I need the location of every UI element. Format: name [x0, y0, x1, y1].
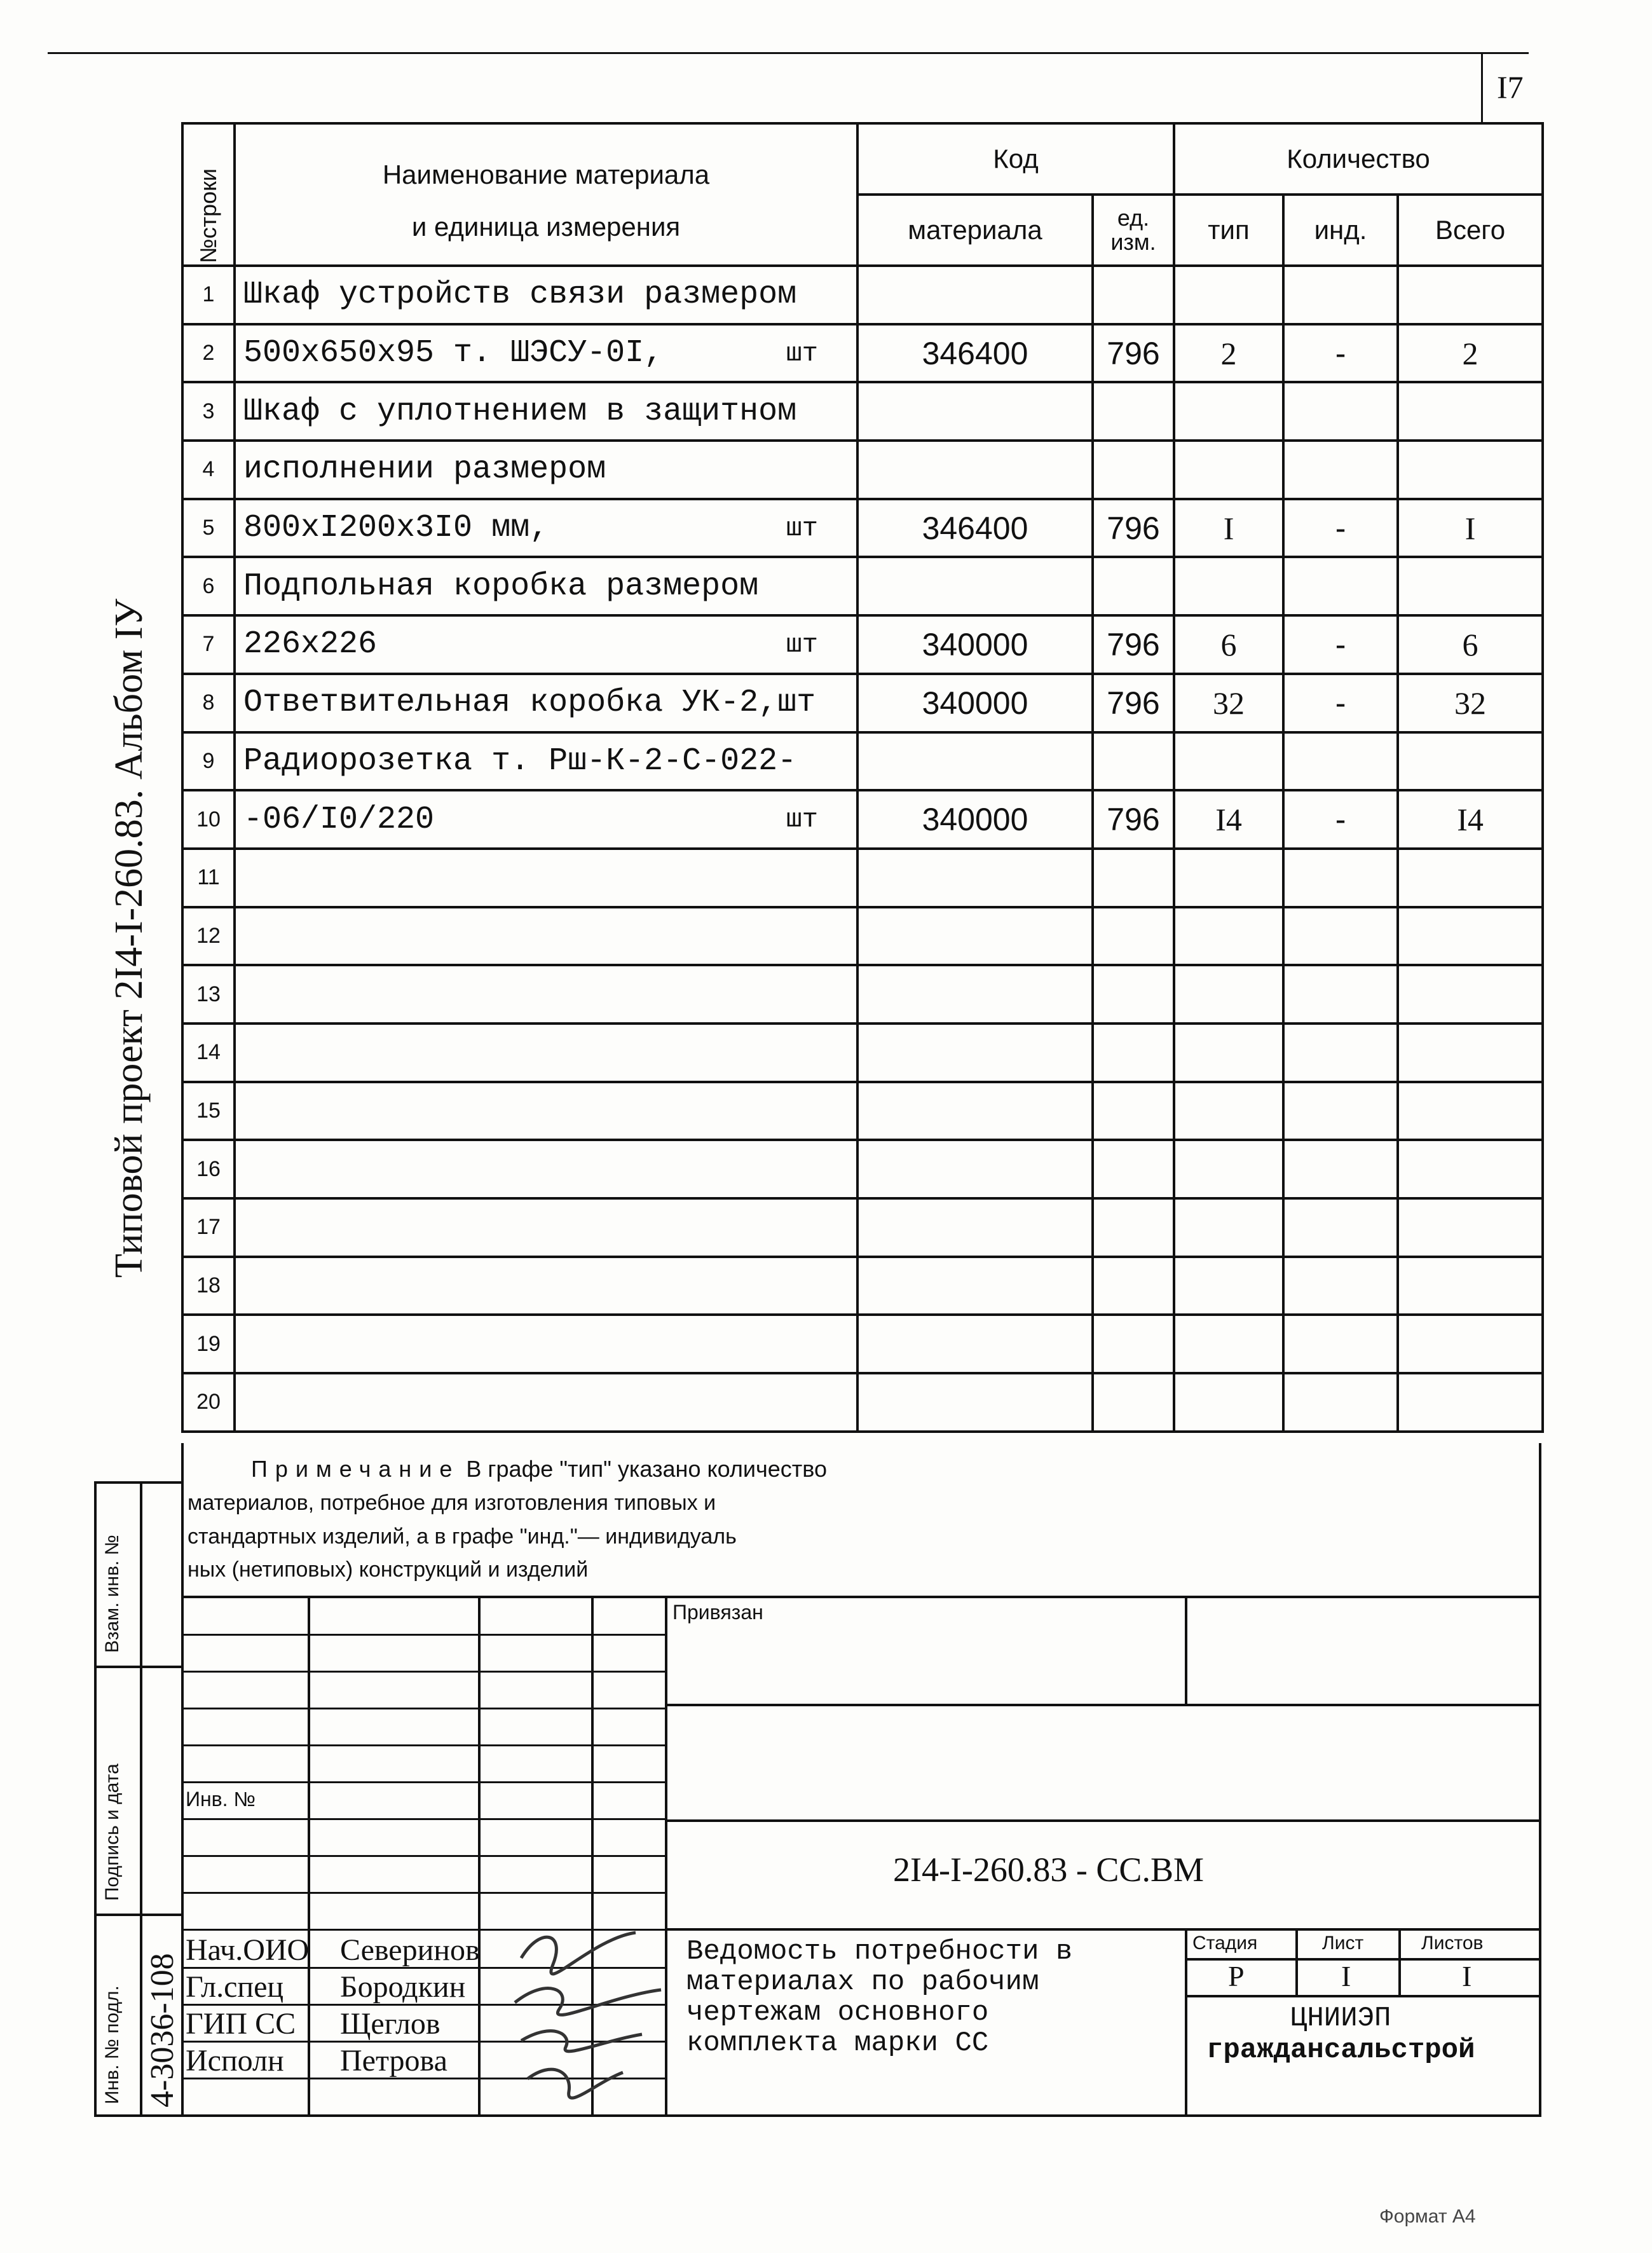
row-qty-total	[1398, 1315, 1543, 1373]
row-code	[857, 1024, 1093, 1082]
row-unit: шт	[786, 804, 818, 835]
row-unit: шт	[786, 629, 818, 660]
row-number: 11	[182, 849, 235, 907]
sheets-value: I	[1462, 1960, 1472, 1992]
sheet-value: I	[1341, 1960, 1351, 1992]
row-qty-total	[1398, 1140, 1543, 1198]
note-line3: стандартных изделий, а в графе "инд."— индивидуаль	[188, 1524, 737, 1549]
row-qty-ind	[1283, 1140, 1398, 1198]
row-qty-type	[1174, 557, 1283, 615]
page-number-divider	[1481, 52, 1483, 122]
row-name	[235, 1257, 857, 1315]
row-number: 15	[182, 1082, 235, 1140]
stamp-privyazan-bottom	[667, 1704, 1541, 1706]
role-1: Нач.ОИО	[186, 1933, 310, 1967]
row-qty-type	[1174, 732, 1283, 791]
row-qty-total	[1398, 965, 1543, 1024]
row-name	[235, 732, 857, 791]
code-header: Код	[857, 123, 1174, 195]
row-qty-total	[1398, 382, 1543, 441]
row-name	[235, 1082, 857, 1140]
row-name	[235, 266, 857, 324]
row-name	[235, 324, 857, 383]
row-number: 13	[182, 965, 235, 1024]
stamp-vline-stage	[1295, 1928, 1298, 1997]
row-unit: шт	[786, 338, 818, 369]
stamp-left-border	[181, 1443, 184, 2117]
row-qty-ind	[1283, 1315, 1398, 1373]
row-qty-total	[1398, 1373, 1543, 1432]
row-number: 9	[182, 732, 235, 791]
row-number: 19	[182, 1315, 235, 1373]
row-qty-ind	[1283, 849, 1398, 907]
row-qty-total	[1398, 849, 1543, 907]
format-label: Формат А4	[1379, 2206, 1476, 2227]
title-line3: чертежам основного	[686, 1997, 989, 2029]
row-number: 16	[182, 1140, 235, 1198]
row-qty-ind	[1283, 1198, 1398, 1257]
row-qty-type: 6	[1174, 615, 1283, 674]
row-code: 346400	[857, 324, 1093, 383]
row-qty-type	[1174, 1373, 1283, 1432]
org-line1: ЦНИИЭП	[1290, 2003, 1391, 2034]
row-unit-code	[1093, 1257, 1174, 1315]
role-3: ГИП СС	[186, 2007, 296, 2041]
code-material-header: материала	[857, 195, 1093, 266]
row-name-text: -06/I0/220	[243, 801, 435, 838]
row-code	[857, 1257, 1093, 1315]
row-unit: шт	[786, 512, 818, 544]
designation: 2I4-I-260.83 - СС.ВМ	[893, 1851, 1204, 1889]
row-qty-ind: -	[1283, 615, 1398, 674]
row-unit-code	[1093, 849, 1174, 907]
role-4: Исполн	[186, 2044, 284, 2078]
table-row	[182, 1373, 1543, 1432]
qty-type-header: тип	[1174, 195, 1283, 266]
table-row	[182, 1257, 1543, 1315]
row-name	[235, 1373, 857, 1432]
name-header: Наименование материала и единица измерения	[235, 123, 857, 266]
margin-inv-podl-value: 4-3036-108	[144, 1953, 181, 2107]
table-row	[182, 849, 1543, 907]
table-row	[182, 1024, 1543, 1082]
stage-label: Стадия	[1192, 1933, 1258, 1954]
row-number: 4	[182, 441, 235, 499]
row-qty-ind: -	[1283, 499, 1398, 558]
row-qty-ind	[1283, 1024, 1398, 1082]
table-row	[182, 441, 1543, 499]
row-name-text: 800хI200х3I0 мм,	[243, 510, 549, 547]
row-unit-code	[1093, 965, 1174, 1024]
stamp-designation-top	[667, 1819, 1541, 1822]
row-qty-ind	[1283, 266, 1398, 324]
row-number: 10	[182, 790, 235, 849]
row-number: 6	[182, 557, 235, 615]
stamp-designation-bottom	[667, 1928, 1541, 1931]
row-code	[857, 1082, 1093, 1140]
row-name	[235, 499, 857, 558]
row-code	[857, 965, 1093, 1024]
row-unit-code	[1093, 1140, 1174, 1198]
row-qty-total	[1398, 1257, 1543, 1315]
row-number: 1	[182, 266, 235, 324]
row-name-text: 500х650х95 т. ШЭСУ-0I,	[243, 335, 664, 372]
row-qty-type: 32	[1174, 674, 1283, 732]
row-qty-type	[1174, 1024, 1283, 1082]
row-qty-type: I4	[1174, 790, 1283, 849]
row-number: 20	[182, 1373, 235, 1432]
row-qty-ind	[1283, 907, 1398, 966]
row-name	[235, 907, 857, 966]
stamp-row4	[181, 1744, 667, 1746]
row-qty-type	[1174, 266, 1283, 324]
row-unit-code: 796	[1093, 615, 1174, 674]
stamp-row3	[181, 1708, 667, 1709]
inv-no-label: Инв. №	[186, 1788, 256, 1811]
row-unit-code	[1093, 557, 1174, 615]
row-qty-type	[1174, 441, 1283, 499]
row-qty-total: 6	[1398, 615, 1543, 674]
row-code	[857, 382, 1093, 441]
row-name	[235, 1198, 857, 1257]
person-3: Щеглов	[340, 2007, 440, 2041]
row-unit-code	[1093, 266, 1174, 324]
row-code	[857, 1198, 1093, 1257]
row-qty-total	[1398, 907, 1543, 966]
row-qty-total: I4	[1398, 790, 1543, 849]
stamp-top	[181, 1596, 1541, 1598]
margin-col-mid	[140, 1481, 142, 2117]
row-name	[235, 441, 857, 499]
row-qty-total: 32	[1398, 674, 1543, 732]
row-unit-code	[1093, 1373, 1174, 1432]
row-qty-ind	[1283, 1082, 1398, 1140]
table-row	[182, 1082, 1543, 1140]
margin-bottom	[94, 2114, 183, 2117]
row-name	[235, 1024, 857, 1082]
row-qty-ind: -	[1283, 674, 1398, 732]
page-number: I7	[1497, 69, 1524, 105]
qty-total-header: Всего	[1398, 195, 1543, 266]
side-title: Типовой проект 2I4-I-260.83. Альбом IУ	[107, 598, 151, 1278]
row-qty-total	[1398, 1198, 1543, 1257]
stamp-vline-sheet	[1398, 1928, 1401, 1997]
row-qty-ind	[1283, 441, 1398, 499]
row-name-text: исполнении размером	[243, 451, 606, 488]
stamp-right-border	[1539, 1443, 1541, 2117]
role-2: Гл.спец	[186, 1970, 284, 2004]
row-code	[857, 441, 1093, 499]
row-code	[857, 1140, 1093, 1198]
stamp-row1	[181, 1634, 667, 1636]
row-qty-total	[1398, 266, 1543, 324]
row-qty-ind	[1283, 557, 1398, 615]
row-code: 340000	[857, 790, 1093, 849]
row-qty-ind	[1283, 1373, 1398, 1432]
row-qty-type	[1174, 1198, 1283, 1257]
privyazan-label: Привязан	[672, 1601, 763, 1624]
row-name	[235, 615, 857, 674]
row-unit-code	[1093, 382, 1174, 441]
row-number: 2	[182, 324, 235, 383]
table-row	[182, 266, 1543, 324]
person-1: Северинов	[340, 1933, 480, 1967]
row-qty-total	[1398, 557, 1543, 615]
table-row	[182, 499, 1543, 558]
row-qty-type	[1174, 849, 1283, 907]
margin-top	[94, 1481, 183, 1484]
row-name	[235, 849, 857, 907]
table-row	[182, 557, 1543, 615]
row-qty-type	[1174, 965, 1283, 1024]
row-unit-code: 796	[1093, 674, 1174, 732]
row-unit-code	[1093, 1082, 1174, 1140]
row-name	[235, 382, 857, 441]
row-unit-code	[1093, 732, 1174, 791]
row-unit-code	[1093, 1024, 1174, 1082]
row-unit-code: 796	[1093, 499, 1174, 558]
row-code	[857, 266, 1093, 324]
row-qty-total	[1398, 441, 1543, 499]
row-name	[235, 790, 857, 849]
materials-table	[181, 122, 1544, 1433]
code-unit-header: ед. изм.	[1093, 195, 1174, 266]
row-name-text: Радиорозетка т. Рш-К-2-С-022-	[243, 743, 797, 779]
stage-value: Р	[1228, 1960, 1245, 1992]
note-line2: материалов, потребное для изготовления типовых и	[188, 1491, 716, 1515]
sheets-label: Листов	[1421, 1933, 1484, 1954]
row-name	[235, 674, 857, 732]
row-qty-ind	[1283, 1257, 1398, 1315]
row-number: 12	[182, 907, 235, 966]
org-line2: граждансальстрой	[1206, 2034, 1475, 2066]
row-number: 14	[182, 1024, 235, 1082]
row-number-header: №строки	[182, 123, 235, 266]
row-unit-code: 796	[1093, 790, 1174, 849]
table-row	[182, 1315, 1543, 1373]
row-qty-type: 2	[1174, 324, 1283, 383]
table-row	[182, 907, 1543, 966]
stamp-row7	[181, 1855, 667, 1857]
person-2: Бородкин	[340, 1970, 466, 2004]
margin-vzam-inv: Взам. инв. №	[102, 1535, 123, 1653]
row-qty-type	[1174, 1140, 1283, 1198]
row-qty-type	[1174, 1315, 1283, 1373]
row-number: 7	[182, 615, 235, 674]
row-qty-type	[1174, 382, 1283, 441]
quantity-header: Количество	[1174, 123, 1543, 195]
row-unit-code	[1093, 441, 1174, 499]
row-unit-code	[1093, 907, 1174, 966]
margin-col-left	[94, 1481, 97, 2117]
row-unit-code	[1093, 1315, 1174, 1373]
stamp-row2	[181, 1671, 667, 1673]
row-qty-ind	[1283, 965, 1398, 1024]
row-number: 3	[182, 382, 235, 441]
row-code: 340000	[857, 615, 1093, 674]
row-code	[857, 907, 1093, 966]
row-code	[857, 732, 1093, 791]
stamp-row8	[181, 1892, 667, 1894]
row-qty-total	[1398, 1024, 1543, 1082]
row-qty-type	[1174, 907, 1283, 966]
title-line2: материалах по рабочим	[686, 1966, 1039, 1998]
row-name-text: Шкаф устройств связи размером	[243, 277, 797, 313]
row-name-text: Подпольная коробка размером	[243, 568, 759, 605]
sheet-label: Лист	[1322, 1933, 1364, 1954]
row-qty-total: 2	[1398, 324, 1543, 383]
row-code: 340000	[857, 674, 1093, 732]
row-qty-ind	[1283, 382, 1398, 441]
row-number: 18	[182, 1257, 235, 1315]
note-line4: ных (нетиповых) конструкций и изделий	[188, 1558, 589, 1582]
row-unit-code: 796	[1093, 324, 1174, 383]
stamp-org-top	[1185, 1995, 1541, 1997]
table-row	[182, 382, 1543, 441]
row-name	[235, 1315, 857, 1373]
stamp-row6	[181, 1818, 667, 1820]
table-row	[182, 674, 1543, 732]
row-code	[857, 1373, 1093, 1432]
table-row	[182, 324, 1543, 383]
row-qty-type	[1174, 1082, 1283, 1140]
row-code	[857, 1315, 1093, 1373]
qty-ind-header: инд.	[1283, 195, 1398, 266]
row-qty-type: I	[1174, 499, 1283, 558]
row-name-text: Шкаф с уплотнением в защитном	[243, 393, 797, 430]
signatures	[496, 1914, 686, 2117]
row-qty-ind: -	[1283, 324, 1398, 383]
table-row	[182, 615, 1543, 674]
note-line1: Примечание В графе "тип" указано количество	[251, 1456, 827, 1482]
row-number: 8	[182, 674, 235, 732]
person-4: Петрова	[340, 2044, 447, 2078]
row-name	[235, 1140, 857, 1198]
row-name-text: Ответвительная коробка УК-2,шт	[243, 685, 816, 722]
row-qty-type	[1174, 1257, 1283, 1315]
margin-podpis-data: Подпись и дата	[102, 1763, 123, 1901]
stamp-vline-privyazan	[1185, 1596, 1187, 1704]
row-name	[235, 557, 857, 615]
row-qty-total	[1398, 732, 1543, 791]
stamp-row5	[181, 1781, 667, 1783]
margin-inv-podl: Инв. № подл.	[102, 1985, 123, 2104]
row-number: 17	[182, 1198, 235, 1257]
row-qty-ind: -	[1283, 790, 1398, 849]
margin-div2	[94, 1914, 183, 1916]
table-row	[182, 1198, 1543, 1257]
row-number: 5	[182, 499, 235, 558]
row-name	[235, 965, 857, 1024]
table-row	[182, 790, 1543, 849]
stamp-bottom	[181, 2114, 1541, 2117]
row-name-text: 226х226	[243, 626, 378, 663]
row-code	[857, 849, 1093, 907]
stamp-vline-org	[1185, 1928, 1187, 2117]
table-row	[182, 965, 1543, 1024]
row-qty-ind	[1283, 732, 1398, 791]
top-rule	[48, 52, 1529, 54]
margin-div1	[94, 1666, 183, 1668]
row-code: 346400	[857, 499, 1093, 558]
title-line4: комплекта марки СС	[686, 2027, 989, 2059]
row-qty-total: I	[1398, 499, 1543, 558]
row-qty-total	[1398, 1082, 1543, 1140]
row-unit-code	[1093, 1198, 1174, 1257]
table-row	[182, 732, 1543, 791]
table-row	[182, 1140, 1543, 1198]
row-code	[857, 557, 1093, 615]
title-line1: Ведомость потребности в	[686, 1936, 1073, 1968]
